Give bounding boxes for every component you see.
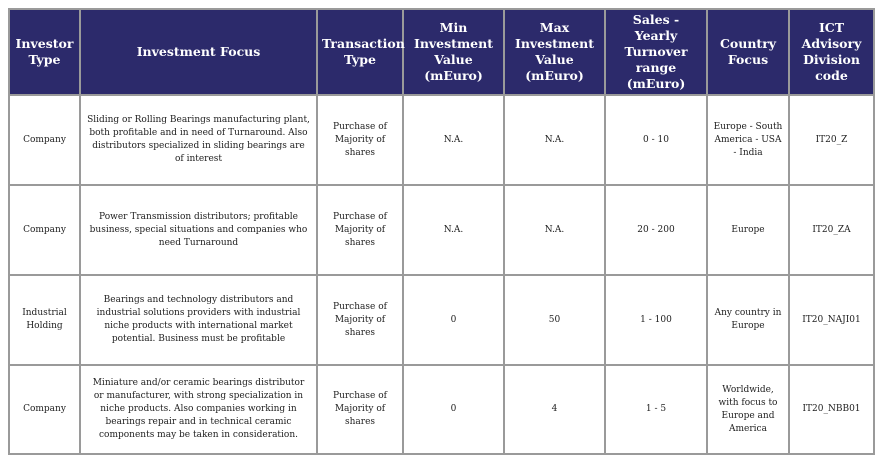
table-row <box>9 365 874 454</box>
cell-division-code: IT20_NAJI01 <box>789 275 874 365</box>
cell-investor-type: Company <box>9 365 80 454</box>
cell-country-focus: Europe - South America - USA - India <box>707 95 789 185</box>
header-investor-type: Investor Type <box>9 9 80 95</box>
header-row <box>9 9 874 95</box>
header-investment-focus: Investment Focus <box>80 9 317 95</box>
cell-investment-focus: Bearings and technology distributors and industrial solutions providers with industrial niche products with international market potential. Business must be profitable <box>80 275 317 365</box>
header-country-focus: Country Focus <box>707 9 789 95</box>
cell-division-code: IT20_Z <box>789 95 874 185</box>
cell-max-value: N.A. <box>504 185 605 275</box>
table-row <box>9 95 874 185</box>
cell-max-value: 50 <box>504 275 605 365</box>
table-row <box>9 185 874 275</box>
cell-division-code: IT20_ZA <box>789 185 874 275</box>
cell-min-value: 0 <box>403 365 504 454</box>
table-body <box>9 95 874 454</box>
cell-min-value: N.A. <box>403 185 504 275</box>
cell-min-value: N.A. <box>403 95 504 185</box>
cell-min-value: 0 <box>403 275 504 365</box>
cell-investment-focus: Sliding or Rolling Bearings manufacturing plant, both profitable and in need of Turnaround. Also distributors specialized in sliding bearings are of interest <box>80 95 317 185</box>
header-turnover-range: Sales - Yearly Turnover range (mEuro) <box>605 9 707 95</box>
header-division-code: ICT Advisory Division code <box>789 9 874 95</box>
investor-table-container <box>8 8 875 455</box>
cell-transaction-type: Purchase of Majority of shares <box>317 275 403 365</box>
cell-transaction-type: Purchase of Majority of shares <box>317 365 403 454</box>
cell-turnover-range: 1 - 100 <box>605 275 707 365</box>
header-transaction-type: Transaction Type <box>317 9 403 95</box>
cell-investor-type: Company <box>9 95 80 185</box>
cell-turnover-range: 0 - 10 <box>605 95 707 185</box>
cell-country-focus: Any country in Europe <box>707 275 789 365</box>
cell-country-focus: Worldwide, with focus to Europe and America <box>707 365 789 454</box>
cell-turnover-range: 1 - 5 <box>605 365 707 454</box>
table-row <box>9 275 874 365</box>
cell-investment-focus: Miniature and/or ceramic bearings distributor or manufacturer, with strong specialization in niche products. Also companies working in bearings repair and in technical ceramic components may be taken in consideration. <box>80 365 317 454</box>
cell-country-focus: Europe <box>707 185 789 275</box>
cell-turnover-range: 20 - 200 <box>605 185 707 275</box>
cell-max-value: N.A. <box>504 95 605 185</box>
cell-max-value: 4 <box>504 365 605 454</box>
cell-investor-type: Industrial Holding <box>9 275 80 365</box>
cell-investor-type: Company <box>9 185 80 275</box>
cell-division-code: IT20_NBB01 <box>789 365 874 454</box>
cell-investment-focus: Power Transmission distributors; profitable business, special situations and companies who need Turnaround <box>80 185 317 275</box>
header-min-investment: Min Investment Value (mEuro) <box>403 9 504 95</box>
cell-transaction-type: Purchase of Majority of shares <box>317 185 403 275</box>
header-max-investment: Max Investment Value (mEuro) <box>504 9 605 95</box>
investor-table <box>8 8 875 455</box>
cell-transaction-type: Purchase of Majority of shares <box>317 95 403 185</box>
table-header <box>9 9 874 95</box>
